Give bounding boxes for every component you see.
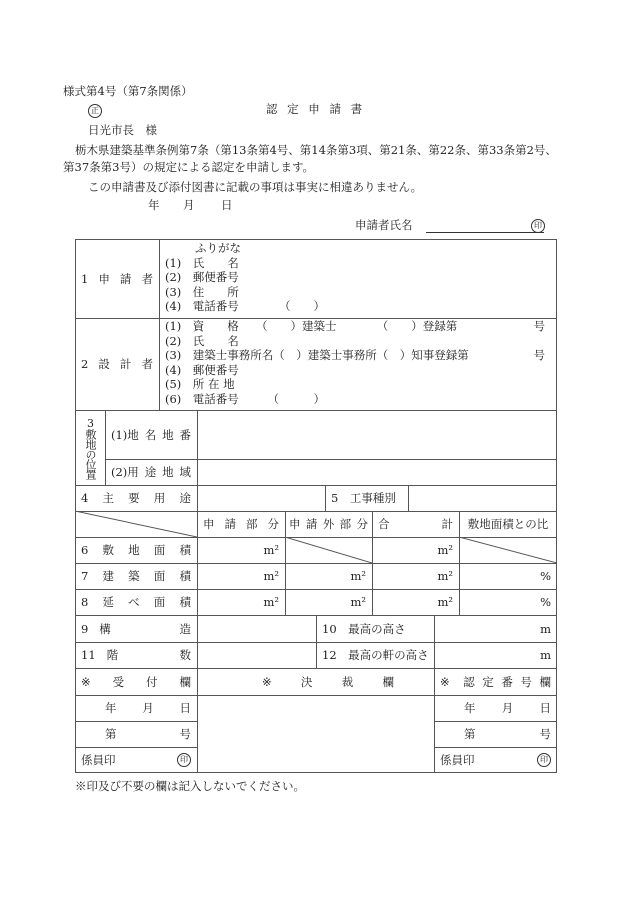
label-part: 年 (105, 701, 117, 715)
label-part: 8 (81, 595, 89, 609)
label-part: 4 (81, 491, 89, 505)
sec3-zone-field[interactable] (198, 460, 556, 485)
label-part: 欄 (179, 674, 191, 689)
label-part: 裁 (341, 674, 354, 689)
label-part: 要 (128, 491, 140, 505)
row10-field[interactable]: m (540, 621, 551, 636)
label-part (81, 647, 118, 663)
sec5-field[interactable] (409, 486, 556, 511)
sec1-char: 者 (141, 271, 153, 286)
label-part: 6 (81, 543, 89, 557)
sec2-label (75, 318, 159, 410)
label-part: 主 (102, 491, 114, 505)
row8-ratio[interactable]: % (540, 595, 551, 609)
decision-header (197, 668, 434, 695)
sec2-char: 計 (119, 357, 132, 371)
sec5-label: 5 工事種別 (331, 491, 396, 505)
sec1-num: 1 (81, 271, 89, 286)
label-part: 階 (106, 648, 119, 662)
sec1-name[interactable]: (1) 氏 名 (165, 255, 239, 270)
sec2-qualification[interactable] (165, 319, 545, 334)
label-part: 名 (144, 427, 157, 442)
cert-date (434, 695, 557, 721)
row8-applied[interactable]: m² (263, 595, 279, 609)
date-month: 月 (183, 198, 195, 212)
addressee: 日光市長 様 (88, 123, 157, 137)
label-part: 築 (128, 569, 140, 583)
label-part: 申 (203, 517, 215, 531)
sec2-qualification-suffix: 号 (533, 319, 545, 333)
label-part: 認 (463, 674, 475, 689)
label-part: 7 (81, 569, 89, 583)
seal-icon: 印 (177, 753, 191, 767)
label-part: 第 (105, 727, 117, 741)
row11-field[interactable] (198, 643, 316, 668)
label-part: 途 (179, 491, 191, 505)
label-part: 第 (464, 727, 476, 741)
row12-field[interactable]: m (540, 648, 551, 662)
row7-ratio[interactable]: % (540, 569, 551, 583)
label-part: (2)用 (111, 465, 139, 479)
label-part: 面 (153, 543, 166, 557)
sec3-lot-field[interactable] (198, 411, 556, 459)
sec4-field[interactable] (198, 486, 325, 511)
intro-line-1: 栃木県建築基準条例第7条（第13条第4号、第14条第3項、第21条、第22条、第33条第2号、 (75, 143, 557, 157)
row9-label (75, 615, 197, 642)
label-part: 号 (539, 727, 551, 741)
date-year: 年 (148, 198, 160, 212)
row12-label: 12 最高の軒の高さ (322, 648, 429, 662)
label-part: 外 (322, 517, 335, 531)
row8-total[interactable]: m² (437, 595, 453, 609)
date-day: 日 (221, 198, 233, 212)
label-part: 部 (339, 517, 352, 531)
label-part: 地 (162, 465, 174, 479)
label-part: 地 (162, 427, 174, 442)
row7-total[interactable]: m² (437, 569, 453, 583)
header-diagonal (75, 511, 197, 537)
label-part: 敷 (102, 543, 114, 557)
header-ratio: 敷地面積との比 (467, 517, 549, 531)
label-part: ※ (440, 674, 450, 689)
label-part: 号 (179, 727, 191, 741)
applicant-seal (531, 217, 545, 233)
label-part: 域 (179, 465, 191, 479)
label-part: 番 (179, 427, 191, 442)
correct-stamp-icon: 正 (88, 104, 102, 118)
label-part: 番 (501, 674, 513, 689)
cert-clerk-seal (434, 747, 557, 773)
row6-applied[interactable]: m² (263, 543, 279, 557)
label-part: 11 (81, 648, 96, 662)
header-not-applied (285, 511, 372, 537)
label-part: べ (128, 595, 140, 609)
reception-date (75, 695, 197, 721)
label-part: 請 (224, 517, 236, 531)
label-part: 係員印 (440, 753, 475, 767)
sec1-phone[interactable]: (4) 電話番号 （ ） (165, 299, 326, 313)
seal-icon: 印 (531, 219, 545, 233)
label-part: 面 (153, 595, 166, 609)
header-applied (197, 511, 285, 537)
not-applied-diagonal (285, 537, 372, 563)
row7-not-applied[interactable]: m² (350, 569, 366, 583)
label-part: 決 (300, 674, 313, 689)
sec1-postal[interactable]: (2) 郵便番号 (165, 270, 239, 284)
label-part: 申 (289, 517, 301, 531)
label-part: 号 (520, 674, 532, 689)
label-part: 途 (144, 465, 157, 479)
sec2-office-text: (3) 建築士事務所名（ ）建築士事務所（ ）知事登録第 (165, 348, 469, 362)
sec3-zone-label (105, 459, 197, 485)
label-part: 定 (482, 674, 494, 689)
label-part (81, 621, 111, 637)
sec1-address[interactable]: (3) 住 所 (165, 284, 239, 299)
label-part: 月 (501, 701, 514, 715)
label-part: 分 (267, 517, 279, 531)
row9-field[interactable] (198, 616, 316, 642)
sec2-items (165, 319, 545, 406)
sec1-char: 申 (98, 271, 110, 286)
label-part: 用 (153, 491, 166, 505)
correct-stamp (88, 102, 102, 118)
label-part: 延 (102, 595, 114, 609)
page-title: 認 定 申 請 書 (266, 102, 366, 116)
label-part: 面 (153, 569, 166, 583)
label-part: 日 (179, 701, 191, 715)
label-part: 9 (81, 621, 89, 636)
reception-header (75, 668, 197, 695)
intro-line-2: 第37条第3号）の規定による認定を申請します。 (63, 160, 315, 174)
label-part: ※ (262, 674, 272, 689)
label-part: 係員印 (81, 753, 116, 767)
label-part: ※ (81, 674, 91, 689)
label-part: 欄 (382, 674, 394, 689)
sec1-char: 請 (119, 271, 132, 286)
label-part: 建 (102, 569, 114, 583)
reception-clerk-seal (75, 747, 197, 773)
row7-label (75, 563, 197, 589)
label-part: 造 (179, 621, 191, 636)
sec3-lot-label (105, 410, 197, 459)
sec1-furigana[interactable]: ふりがな (195, 241, 241, 255)
sec2-phone[interactable]: (6) 電話番号 （ ） (165, 391, 326, 406)
sec2-office-suffix: 号 (533, 348, 545, 362)
label-part: 欄 (539, 674, 551, 689)
sec2-char: 者 (141, 357, 153, 371)
label-part: 分 (356, 517, 368, 531)
label-part: 年 (464, 701, 476, 715)
sec2-name[interactable]: (2) 氏 名 (165, 333, 239, 348)
label-part: 受 (112, 674, 125, 689)
sec3-label: 3敷地の位置 (84, 416, 97, 479)
reception-number (75, 721, 197, 747)
row10-label: 10 最高の高さ (322, 621, 406, 636)
sec2-office[interactable] (165, 348, 545, 363)
label-part: 付 (146, 674, 158, 689)
sec4-label (75, 485, 197, 511)
footnote: ※印及び不要の欄は記入しないでください。 (75, 779, 305, 793)
row6-label (75, 537, 197, 563)
label-part: 月 (142, 701, 154, 715)
declaration: この申請書及び添付図書に記載の事項は事実に相違ありません。 (88, 180, 423, 194)
label-part: 地 (128, 543, 140, 557)
applicant-name-field[interactable] (426, 232, 544, 233)
row6-total[interactable]: m² (437, 543, 453, 557)
row7-applied[interactable]: m² (263, 569, 279, 583)
sec2-qualification-text: (1) 資 格 （ ）建築士 （ ）登録第 (165, 319, 458, 333)
sec2-postal[interactable]: (4) 郵便番号 (165, 362, 239, 377)
applicant-name-label: 申請者氏名 (355, 218, 413, 232)
header-total (372, 511, 459, 537)
cert-number-header (434, 668, 557, 695)
label-part: (1)地 (111, 427, 139, 442)
row8-label (75, 589, 197, 615)
label-part: 積 (179, 595, 191, 609)
row11-label (75, 642, 197, 668)
label-part: 積 (179, 543, 191, 557)
label-part: 請 (305, 517, 318, 531)
sec2-location[interactable]: (5) 所 在 地 (165, 377, 235, 391)
form-number: 様式第4号（第7条関係） (63, 84, 193, 98)
label-part: 日 (539, 701, 551, 715)
seal-icon: 印 (537, 753, 551, 767)
ratio-diagonal (459, 537, 557, 563)
label-part: 積 (179, 569, 191, 583)
row8-not-applied[interactable]: m² (350, 595, 366, 609)
label-part: 合 (378, 517, 390, 531)
label-part: 構 (99, 621, 111, 636)
sec2-char: 設 (98, 357, 110, 371)
sec2-num: 2 (81, 357, 89, 371)
label-part: 数 (179, 648, 191, 662)
label-part: 計 (441, 517, 453, 531)
sec1-label (75, 239, 159, 318)
cert-number (434, 721, 557, 747)
label-part: 部 (246, 517, 258, 531)
sec1-items (165, 241, 325, 314)
